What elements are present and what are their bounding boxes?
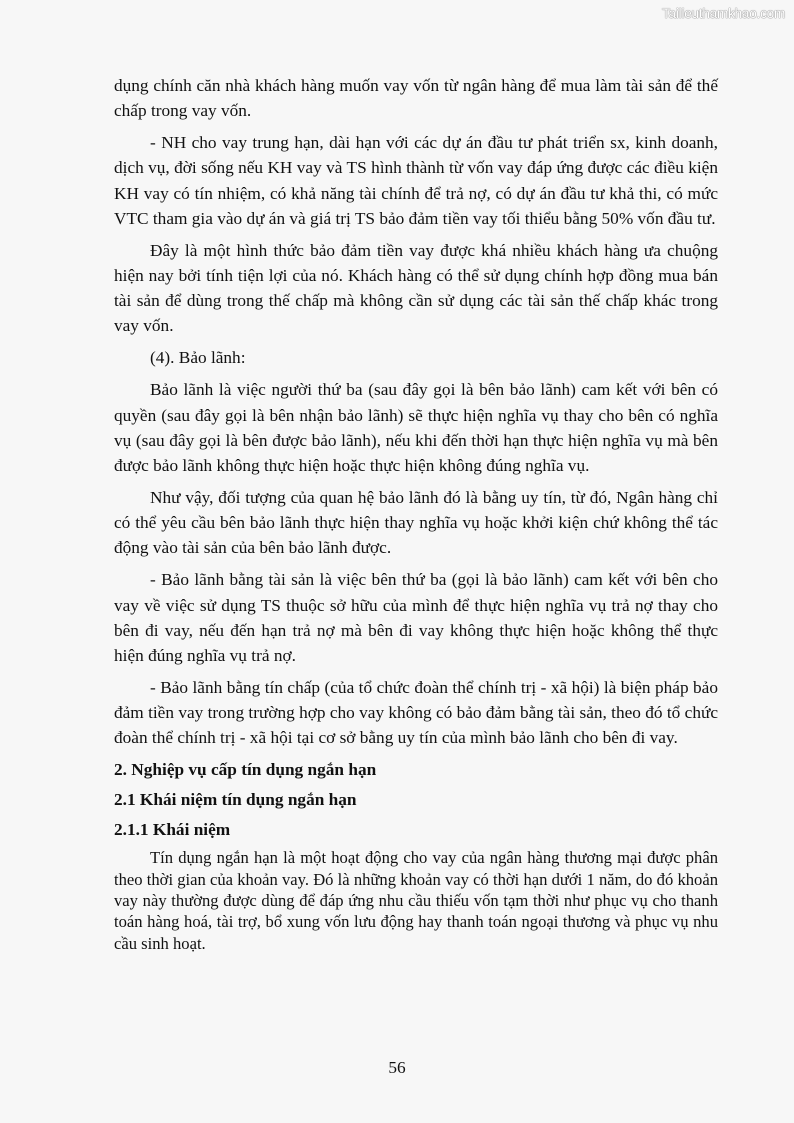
paragraph-credit-guarantee: - Bảo lãnh bằng tín chấp (của tổ chức đoàn thể chính trị - xã hội) là biện pháp bảo đảm tiền vay trong trường hợp cho vay không có bảo đảm bằng tài sản, theo đó tổ chức đoàn thể chính trị - xã hội tại cơ sở bằng uy tín của mình bảo lãnh cho bên đi vay. (114, 678, 718, 748)
section-heading: 2. Nghiệp vụ cấp tín dụng ngắn hạn (114, 760, 377, 780)
paragraph-popular-form: Đây là một hình thức bảo đảm tiền vay được khá nhiều khách hàng ưa chuộng hiện nay bởi tính tiện lợi của nó. Khách hàng có thể sử dụng chính hợp đồng mua bán tài sản để dùng trong thế chấp mà không cần sử dụng các tài sản thế chấp khác trong vay vốn. (114, 240, 718, 336)
paragraph-continuation: dụng chính căn nhà khách hàng muốn vay vốn từ ngân hàng để mua làm tài sản để thế chấp trong vay vốn. (114, 76, 718, 121)
watermark: Tailieuthamkhao.com (661, 6, 785, 21)
page-number: 56 (388, 1058, 406, 1077)
paragraph-asset-guarantee: - Bảo lãnh bằng tài sản là việc bên thứ ba (gọi là bảo lãnh) cam kết với bên cho vay về việc sử dụng TS thuộc sở hữu của mình để thực hiện nghĩa vụ trả nợ thay cho bên đi vay, nếu đến hạn trả nợ mà bên đi vay không thực hiện hoặc không thể thực hiện đúng nghĩa vụ trả nợ. (114, 570, 718, 666)
subsubsection-heading: 2.1.1 Khái niệm (114, 820, 231, 840)
paragraph-guarantee-label: (4). Bảo lãnh: (150, 348, 246, 368)
paragraph-short-term-credit-definition: Tín dụng ngắn hạn là một hoạt động cho vay của ngân hàng thương mại được phân theo thời gian của khoản vay. Đó là những khoản vay có thời hạn dưới 1 năm, do đó khoản vay này thường được dùng để đáp ứng nhu cầu thiếu vốn tạm thời như phục vụ cho thanh toán hàng hoá, tài trợ, bổ xung vốn lưu động hay thanh toán ngoại thương và phục vụ nhu cầu sinh hoạt. (114, 848, 718, 953)
paragraph-guarantee-object: Như vậy, đối tượng của quan hệ bảo lãnh đó là bằng uy tín, từ đó, Ngân hàng chỉ có thể yêu cầu bên bảo lãnh thực hiện thay nghĩa vụ hoặc khởi kiện chứ không thể tác động vào tài sản của bên bảo lãnh được. (114, 488, 718, 558)
paragraph-guarantee-definition: Bảo lãnh là việc người thứ ba (sau đây gọi là bên bảo lãnh) cam kết với bên có quyền (sau đây gọi là bên nhận bảo lãnh) sẽ thực hiện nghĩa vụ thay cho bên có nghĩa vụ (sau đây gọi là bên được bảo lãnh), nếu khi đến thời hạn thực hiện nghĩa vụ mà bên được bảo lãnh không thực hiện hoặc thực hiện không đúng nghĩa vụ. (114, 380, 718, 476)
paragraph-medium-long-term-loans: - NH cho vay trung hạn, dài hạn với các dự án đầu tư phát triển sx, kinh doanh, dịch vụ, đời sống nếu KH vay và TS hình thành từ vốn vay đáp ứng được các điều kiện KH vay có tín nhiệm, có khả năng tài chính để trả nợ, có dự án đầu tư khả thi, có mức VTC tham gia vào dự án và giá trị TS bảo đảm tiền vay tối thiểu bằng 50% vốn đầu tư. (114, 133, 718, 228)
document-page (114, 73, 718, 961)
subsection-heading: 2.1 Khái niệm tín dụng ngắn hạn (114, 790, 357, 810)
